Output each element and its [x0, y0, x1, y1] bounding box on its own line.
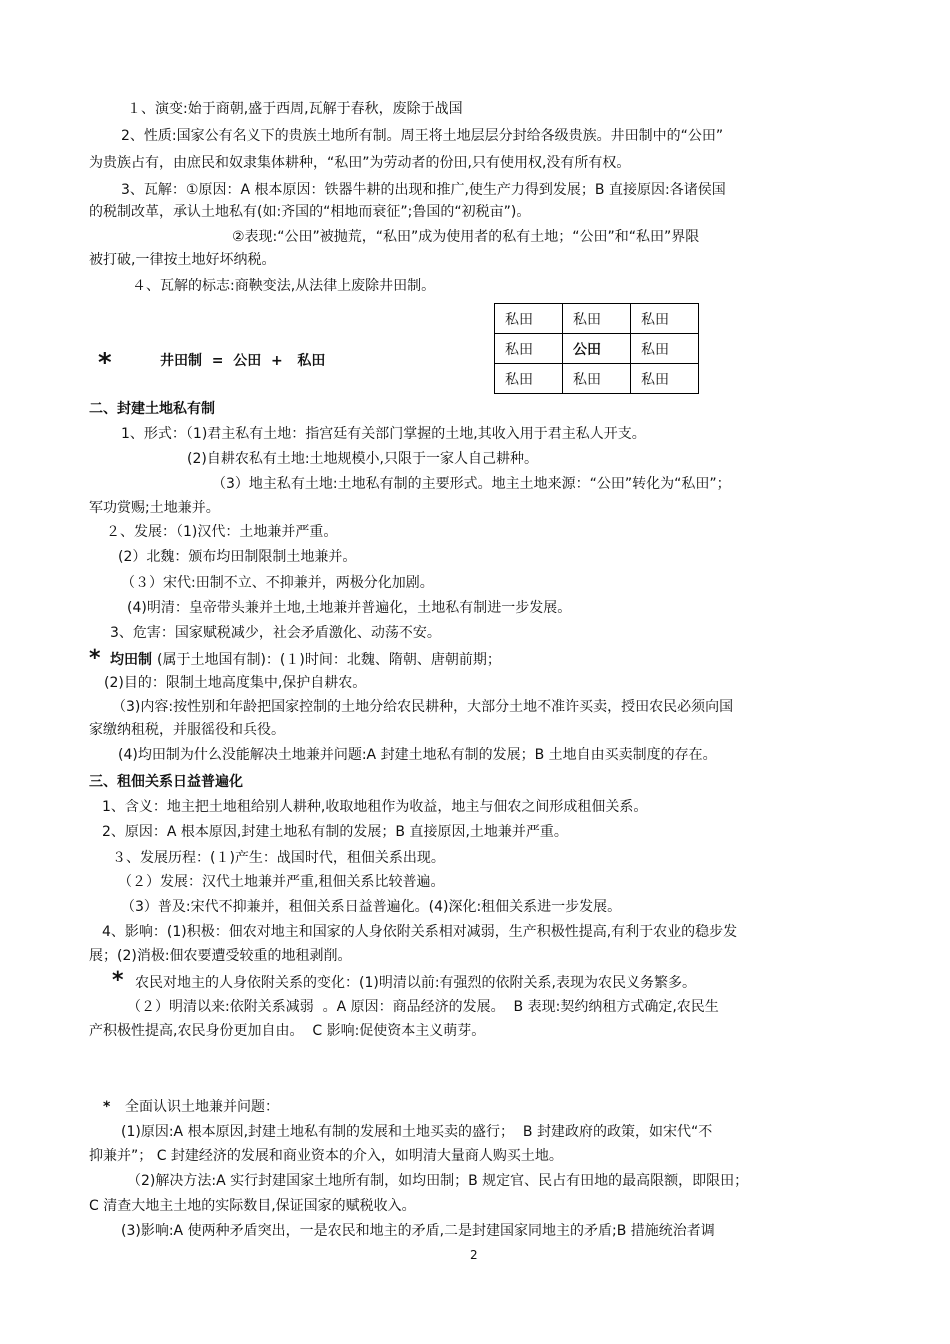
text-line: （3)内容:按性别和年龄把国家控制的土地分给农民耕种，大部分土地不准许买卖，授田农民必须向国: [112, 699, 734, 715]
text-line: ②表现:“公田”被抛荒，“私田”成为使用者的私有土地；“公田”和“私田”界限: [232, 229, 700, 245]
text-line: (属于土地国有制)：(１)时间：北魏、隋朝、唐朝前期；: [157, 652, 501, 668]
text-line: 1、形式：（1)君主私有土地：指宫廷有关部门掌握的土地,其收入用于君主私人开支。: [121, 426, 646, 442]
star-icon: *: [89, 646, 101, 671]
text-line: 被打破,一律按土地好坏纳税。: [89, 252, 276, 268]
text-line: ４、瓦解的标志:商鞅变法,从法律上废除井田制。: [132, 278, 436, 294]
text-line: 为贵族占有，由庶民和奴隶集体耕种，“私田”为劳动者的份田,只有使用权,没有所有权。: [89, 155, 631, 171]
text-line: 1、含义：地主把土地租给别人耕种,收取地租作为收益，地主与佃农之间形成租佃关系。: [102, 799, 648, 815]
text-line: ３、发展历程：(１)产生：战国时代，租佃关系出现。: [112, 850, 445, 866]
star-icon: *: [103, 1099, 111, 1115]
text-line: 展；(2)消极:佃农要遭受较重的地租剥削。: [89, 948, 352, 964]
grid-cell: 私田: [631, 304, 699, 334]
text-line: （２）明清以来:依附关系减弱 。A 原因：商品经济的发展。 B 表现:契约纳租方式确定,农民生: [127, 999, 719, 1015]
text-line: 2、原因：A 根本原因,封建土地私有制的发展；B 直接原因,土地兼并严重。: [102, 824, 568, 840]
text-line: 2、性质:国家公有名义下的贵族土地所有制。周王将土地层层分封给各级贵族。井田制中的“公田”: [121, 128, 724, 144]
text-line: 产积极性提高,农民身份更加自由。 C 影响:促使资本主义萌芽。: [89, 1023, 486, 1039]
text-line: C 清查大地主土地的实际数目,保证国家的赋税收入。: [89, 1198, 416, 1214]
text-line: （３）宋代:田制不立、不抑兼并，两极分化加剧。: [121, 575, 434, 591]
text-line: (2)目的：限制土地高度集中,保护自耕农。: [104, 675, 367, 691]
jingtian-grid: [494, 303, 699, 394]
text-line: 3、危害：国家赋税减少，社会矛盾激化、动荡不安。: [110, 625, 441, 641]
section-heading: 三、租佃关系日益普遍化: [89, 774, 243, 790]
grid-cell: 私田: [495, 304, 563, 334]
text-line: (3)影响:A 使两种矛盾突出，一是农民和地主的矛盾,二是封建国家同地主的矛盾;B 措施统治者调: [121, 1223, 715, 1239]
text-line: 全面认识土地兼并问题：: [125, 1099, 279, 1115]
text-line: 抑兼并”； C 封建经济的发展和商业资本的介入，如明清大量商人购买土地。: [89, 1148, 563, 1164]
grid-cell: 私田: [631, 334, 699, 364]
text-line: 农民对地主的人身依附关系的变化：(1)明清以前:有强烈的依附关系,表现为农民义务繁多。: [135, 975, 696, 991]
text-line: 家缴纳租税，并服徭役和兵役。: [89, 722, 285, 738]
text-line: 4、影响：(1)积极：佃农对地主和国家的人身依附关系相对减弱，生产积极性提高,有利于农业的稳步发: [102, 924, 738, 940]
grid-cell: 私田: [495, 364, 563, 394]
juntian-title: 均田制: [110, 652, 152, 668]
text-line: (1)原因:A 根本原因,封建土地私有制的发展和土地买卖的盛行； B 封建政府的政策，如宋代“不: [121, 1124, 713, 1140]
text-line: 军功赏赐;土地兼并。: [89, 500, 220, 516]
text-line: (4)明清：皇帝带头兼并土地,土地兼并普遍化，土地私有制进一步发展。: [127, 600, 572, 616]
text-line: （3）地主私有土地:土地私有制的主要形式。地主土地来源：“公田”转化为“私田”；: [212, 476, 731, 492]
text-line: １、演变:始于商朝,盛于西周,瓦解于春秋，废除于战国: [127, 101, 463, 117]
section-heading: 二、封建土地私有制: [89, 401, 215, 417]
text-line: （２）发展：汉代土地兼并严重,租佃关系比较普遍。: [118, 874, 445, 890]
text-line: （3）普及:宋代不抑兼并，租佃关系日益普遍化。(4)深化:租佃关系进一步发展。: [121, 899, 622, 915]
grid-cell: 私田: [563, 304, 631, 334]
star-icon: *: [98, 348, 112, 378]
text-line: ２、发展：（1)汉代：土地兼并严重。: [106, 524, 338, 540]
text-line: (2）北魏：颁布均田制限制土地兼并。: [118, 549, 357, 565]
text-line: 的税制改革，承认土地私有(如:齐国的“相地而衰征”;鲁国的“初税亩”)。: [89, 204, 531, 220]
grid-cell: 私田: [495, 334, 563, 364]
text-line: (4)均田制为什么没能解决土地兼并问题:A 封建土地私有制的发展；B 土地自由买卖制度的存在。: [118, 747, 717, 763]
text-line: 3、瓦解：①原因：A 根本原因：铁器牛耕的出现和推广,使生产力得到发展；B 直接原因:各诸侯国: [121, 182, 726, 198]
grid-cell: 私田: [631, 364, 699, 394]
page-number: 2: [470, 1248, 478, 1262]
text-line: （2)解决方法:A 实行封建国家土地所有制，如均田制；B 规定官、民占有田地的最高限额，即限田；: [127, 1173, 749, 1189]
grid-cell-center: 公田: [563, 334, 631, 364]
text-line: (2)自耕农私有土地:土地规模小,只限于一家人自己耕种。: [187, 451, 538, 467]
formula: 井田制 = 公田 + 私田: [160, 353, 326, 369]
grid-cell: 私田: [563, 364, 631, 394]
star-icon: *: [112, 968, 124, 993]
